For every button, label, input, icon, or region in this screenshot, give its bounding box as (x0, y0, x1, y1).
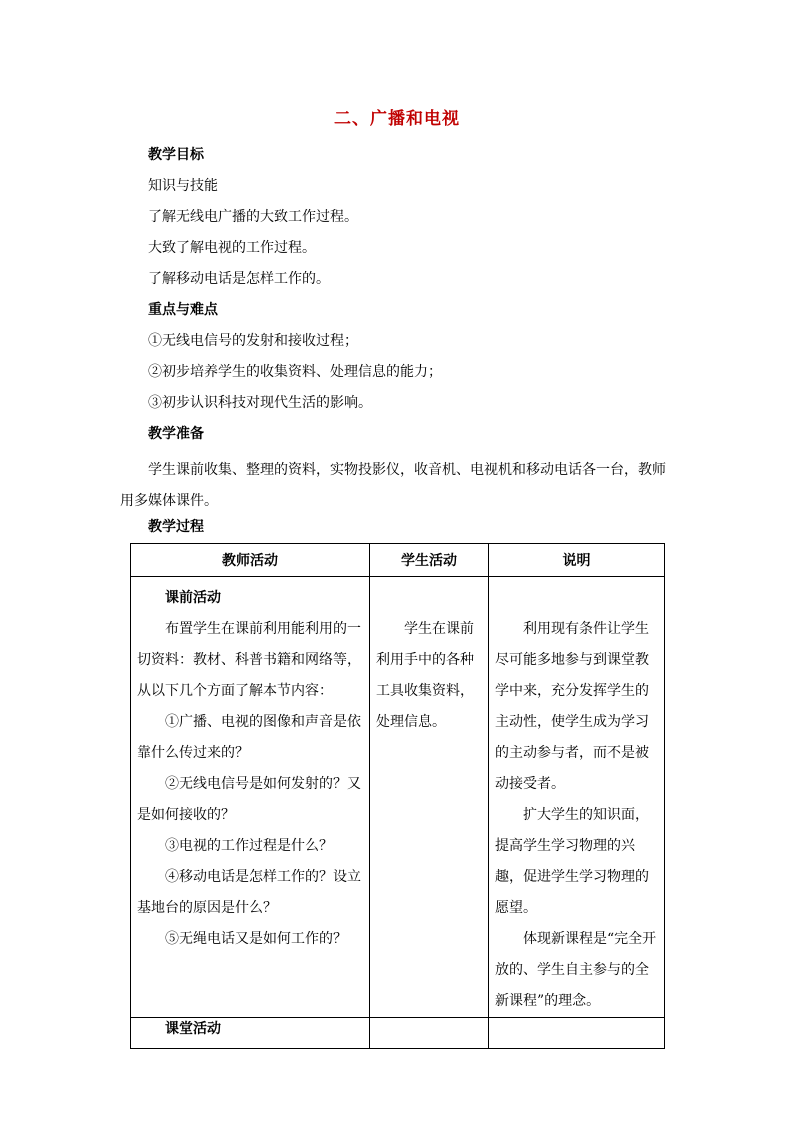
process-heading: 教学过程 (148, 519, 204, 535)
teacher-paragraph: ①广播、电视的图像和声音是依靠什么传过来的？ (137, 714, 361, 761)
teacher-paragraph: ⑤无绳电话又是如何工作的？ (165, 931, 347, 947)
table-row (131, 577, 665, 1018)
table-header-row (131, 544, 665, 577)
student-cell (370, 577, 489, 1018)
preparation-heading: 教学准备 (148, 426, 204, 442)
student-cell (370, 1018, 489, 1049)
teacher-paragraph: 布置学生在课前利用能利用的一切资料：教材、科普书籍和网络等，从以下几个方面了解本节内容： (137, 621, 361, 699)
objective-item: 大致了解电视的工作过程。 (148, 240, 316, 256)
objective-item: 了解无线电广播的大致工作过程。 (148, 209, 358, 225)
objectives-heading: 教学目标 (148, 147, 204, 163)
notes-paragraph: 扩大学生的知识面，提高学生学习物理的兴趣，促进学生学习物理的愿望。 (495, 807, 649, 916)
process-table (130, 543, 665, 1049)
key-point-item: ①无线电信号的发射和接收过程； (148, 333, 358, 349)
notes-cell (489, 577, 665, 1018)
notes-paragraph: 利用现有条件让学生尽可能多地参与到课堂教学中来，充分发挥学生的主动性，使学生成为学习的主动参与者，而不是被动接受者。 (495, 621, 649, 792)
table-row (131, 1018, 665, 1049)
key-point-item: ③初步认识科技对现代生活的影响。 (148, 395, 372, 411)
header-teacher: 教师活动 (131, 544, 370, 577)
notes-paragraph: 体现新课程是“完全开放的、学生自主参与的全新课程”的理念。 (495, 931, 657, 1009)
page-title: 二、广播和电视 (334, 109, 460, 129)
objectives-subheading: 知识与技能 (148, 178, 218, 194)
key-points-heading: 重点与难点 (148, 302, 218, 318)
teacher-paragraph: ③电视的工作过程是什么？ (165, 838, 333, 854)
teacher-section-title: 课前活动 (165, 590, 221, 606)
header-student: 学生活动 (370, 544, 489, 577)
teacher-paragraph: ②无线电信号是如何发射的？又是如何接收的？ (137, 776, 361, 823)
teacher-paragraph: ④移动电话是怎样工作的？设立基地台的原因是什么？ (137, 869, 361, 916)
header-notes: 说明 (489, 544, 665, 577)
teacher-cell (131, 1018, 370, 1049)
student-activity-text: 学生在课前利用手中的各种工具收集资料，处理信息。 (376, 621, 474, 730)
key-point-item: ②初步培养学生的收集资料、处理信息的能力； (148, 364, 442, 380)
teacher-cell (131, 577, 370, 1018)
objective-item: 了解移动电话是怎样工作的。 (148, 271, 330, 287)
notes-cell (489, 1018, 665, 1049)
preparation-text: 学生课前收集、整理的资料，实物投影仪，收音机、电视机和移动电话各一台，教师用多媒体课件。 (120, 462, 666, 509)
teacher-section-title: 课堂活动 (165, 1021, 221, 1037)
